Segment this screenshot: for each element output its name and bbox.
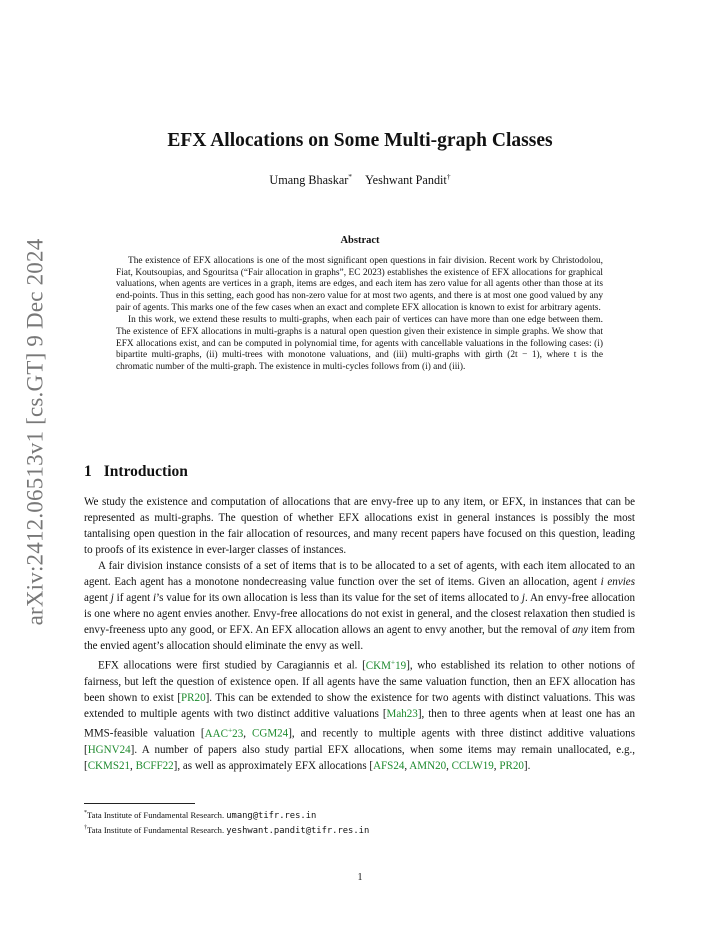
- footnote-rule: [84, 803, 195, 804]
- citation-link[interactable]: Mah23: [386, 708, 418, 721]
- footnote-mark: †: [84, 824, 87, 831]
- footnote-affiliation: Tata Institute of Fundamental Research.: [87, 824, 227, 835]
- footnote-affiliation: Tata Institute of Fundamental Research.: [87, 809, 227, 820]
- page-number: 1: [357, 872, 363, 883]
- author-list: [84, 172, 636, 188]
- footnote: [84, 808, 369, 823]
- footnote-mark: *: [84, 810, 87, 816]
- author-footnote-mark[interactable]: †: [446, 172, 451, 181]
- math-var: i: [153, 592, 157, 605]
- introduction-body: [84, 494, 635, 774]
- footnote: [84, 823, 369, 838]
- abstract: [116, 256, 603, 374]
- math-var: j: [110, 592, 114, 605]
- author-name: Umang Bhaskar: [269, 173, 349, 188]
- emphasis: any: [572, 624, 589, 637]
- body-paragraph: EFX allocations were first studied by Caragiannis et al. [CKM+19], who established its relation to other notions of fairness, but left the question of existence open. If all agents have the same valuation function, then an EFX allocation has been shown to exist [PR20]. This can be extended to show the existence for two agents with distinct valuations. This was extended to multiple agents with two distinct additive valuations [Mah23], then to three agents when at least one has an MMS-feasible valuation [AAC+23, CGM24], and recently to multiple agents with three distinct additive valuations [HGNV24]. A number of papers also study partial EFX allocations, when some items may remain unallocated, e.g., [CKMS21, BCFF22], as well as approximately EFX allocations [AFS24, AMN20, CCLW19, PR20].: [84, 657, 635, 773]
- emphasis: envies: [607, 576, 635, 589]
- section-title: Introduction: [103, 463, 188, 480]
- section-number: 1: [84, 463, 92, 480]
- body-paragraph: We study the existence and computation of allocations that are envy-free up to any item, or EFX, in instances that can be represented as multi-graphs. The question of whether EFX allocations exist in general instances is possibly the most tantalising open question in the fair allocation of resources, and many recent papers have focused on this question, leading to proofs of its existence in ever-larger classes of instances.: [84, 496, 635, 557]
- author-footnote-mark[interactable]: *: [348, 172, 353, 181]
- citation-link[interactable]: CKMS21: [87, 760, 131, 773]
- citation-link[interactable]: PR20: [499, 760, 524, 773]
- footnote-email[interactable]: umang@tifr.res.in: [226, 810, 317, 821]
- section-heading: [84, 463, 188, 481]
- footnotes: [84, 808, 369, 837]
- body-paragraph: A fair division instance consists of a set of items that is to be allocated to a set of agents, with each item allocated to an agent. Each agent has a monotone nondecreasing value function over the set of items. Given an allocation, agent i envies agent j if agent i’s value for its own allocation is less than its value for the set of items allocated to j. An envy-free allocation is one where no agent envies another. Envy-free allocations do not exist in general, and the closest relaxation then studied is envy-freeness upto any good, or EFX. An EFX allocation allows an agent to envy another, but the removal of any item from the envied agent’s allocation should eliminate the envy as well.: [84, 560, 635, 653]
- citation-link[interactable]: CKM+19: [365, 657, 407, 673]
- citation-link[interactable]: CGM24: [251, 728, 289, 740]
- citation-link[interactable]: HGNV24: [87, 744, 131, 757]
- citation-link[interactable]: AAC+23: [204, 725, 244, 740]
- author: [365, 173, 450, 187]
- abstract-paragraph: The existence of EFX allocations is one of the most significant open questions in fair division. Recent work by Christodolou, Fiat, Koutsoupias, and Sgouritsa (“Fair allocation in graphs”, EC 2023) establishes the existence of EFX allocations for graphical valuations, when agents are vertices in a graph, items are edges, and each item has zero value for all agents other than those at its end-points. Thus in this setting, each good has non-zero value for at most two agents, and there is at most one good valued by any pair of agents. This marks one of the few cases when an exact and complete EFX allocation is known to exist for arbitrary agents.: [116, 256, 603, 313]
- citation-link[interactable]: BCFF22: [135, 760, 174, 773]
- citation-link[interactable]: AMN20: [409, 760, 447, 773]
- abstract-heading: Abstract: [340, 235, 380, 246]
- math-var: i: [600, 576, 604, 589]
- citation-link[interactable]: CCLW19: [451, 760, 494, 773]
- abstract-paragraph: In this work, we extend these results to multi-graphs, when each pair of vertices can have more than one edge between them. The existence of EFX allocations in multi-graphs is a natural open question given their existence in simple graphs. We show that EFX allocations exist, and can be computed in polynomial time, for agents with cancellable valuations in the following cases: (i) bipartite multi-graphs, (ii) multi-trees with monotone valuations, and (iii) multi-graphs with girth (2t − 1), where t is the chromatic number of the multi-graph. The existence in multi-cycles follows from (i) and (iii).: [116, 315, 603, 372]
- author: [269, 173, 352, 187]
- footnote-email[interactable]: yeshwant.pandit@tifr.res.in: [226, 825, 370, 836]
- arxiv-stamp: [18, 232, 52, 632]
- citation-link[interactable]: PR20: [181, 692, 206, 705]
- author-name: Yeshwant Pandit: [365, 173, 447, 188]
- citation-link[interactable]: AFS24: [373, 760, 405, 773]
- arxiv-stamp-text: arXiv:2412.06513v1 [cs.GT] 9 Dec 2024: [22, 238, 48, 626]
- math-var: j: [521, 592, 525, 605]
- paper-title: EFX Allocations on Some Multi-graph Classes: [167, 130, 553, 151]
